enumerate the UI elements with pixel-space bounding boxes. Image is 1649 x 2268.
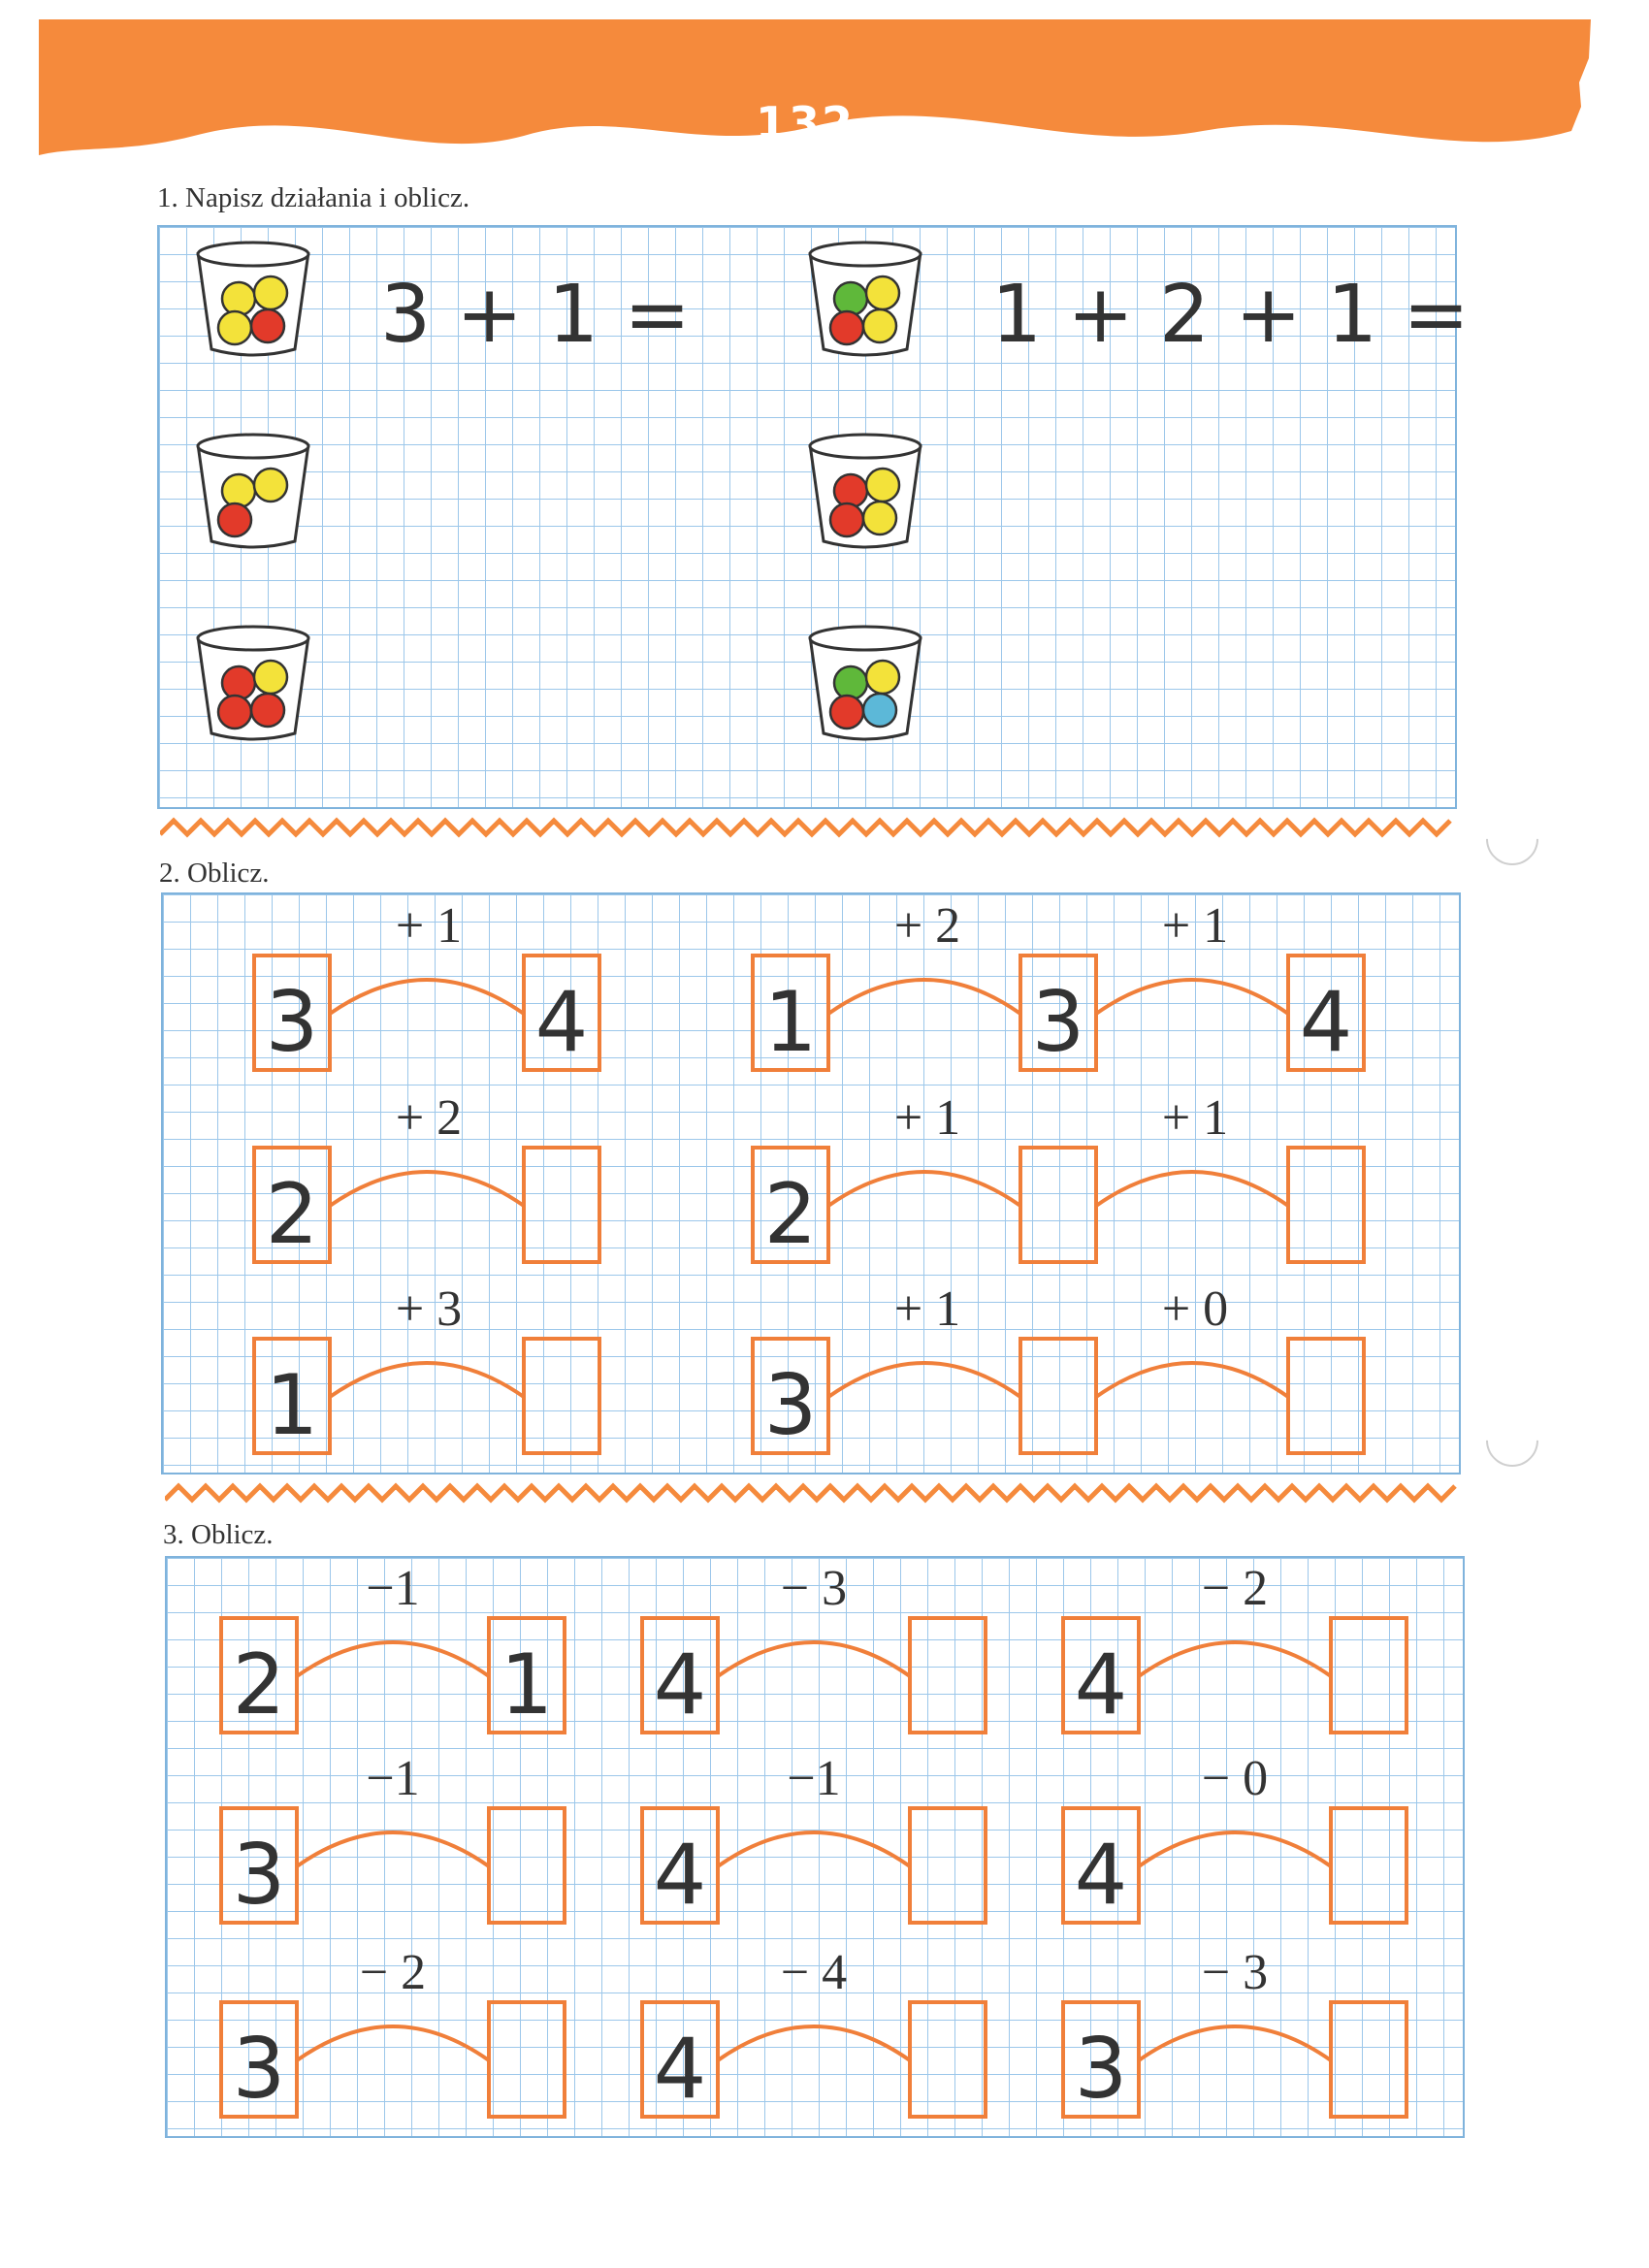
ex3-row1-col3-start-box-value: 4 (1074, 1636, 1128, 1733)
exercise-2-grid (161, 892, 1461, 1474)
ex3-row1-col2-op: − 3 (780, 1561, 848, 1616)
exercise-2-instruction: 2. Oblicz. (159, 858, 270, 889)
ex2-row1-chain-start-box-value: 1 (763, 974, 818, 1071)
ex2-row3-start-box-value: 1 (265, 1357, 319, 1454)
ex3-row1-col1-start-box-value: 2 (232, 1636, 286, 1733)
divider-zigzag-1 (160, 817, 1460, 840)
ex3-row2-col3-start-box-value: 4 (1074, 1827, 1128, 1924)
ex2-row2-chain-start-box-value: 2 (763, 1166, 818, 1263)
ex3-row3-col3-start-box-value: 3 (1074, 2021, 1128, 2118)
ex3-row1-col2-start-box-value: 4 (653, 1636, 707, 1733)
ex2-row2-start-box-value: 2 (265, 1166, 319, 1263)
ex2-row1-result-box-value: 4 (534, 974, 589, 1071)
ex2-row2-op-1: + 1 (893, 1090, 961, 1146)
ex2-row3-op-2: + 0 (1161, 1281, 1229, 1337)
page-number: 132 (755, 97, 856, 149)
binder-hole-bottom (1475, 1404, 1549, 1477)
ex3-row2-col3-op: − 0 (1201, 1751, 1269, 1806)
ex2-row1-chain-mid-box-value: 3 (1031, 974, 1085, 1071)
ex2-row2-op-2: + 1 (1161, 1090, 1229, 1146)
ex3-row3-col2-start-box-value: 4 (653, 2021, 707, 2118)
ex3-row3-col1-op: − 2 (359, 1945, 427, 2000)
equation-2: 1 + 2 + 1 = (991, 269, 1470, 361)
ex2-row1-chain-end-box-value: 4 (1299, 974, 1353, 1071)
ex2-row1-op-1: + 2 (893, 898, 961, 954)
exercise-3-grid (165, 1556, 1465, 2138)
exercise-3-instruction: 3. Oblicz. (163, 1519, 274, 1550)
ex3-row2-col2-op: −1 (787, 1751, 841, 1806)
ex3-row3-col2-op: − 4 (780, 1945, 848, 2000)
divider-zigzag-2 (165, 1482, 1465, 1506)
ex3-row3-col1-start-box-value: 3 (232, 2021, 286, 2118)
binder-hole-top (1475, 802, 1549, 876)
ex2-row1-op: + 1 (395, 898, 463, 954)
exercise-1-grid (157, 225, 1457, 809)
ex2-row1-start-box-value: 3 (265, 974, 319, 1071)
ex3-row2-col1-start-box-value: 3 (232, 1827, 286, 1924)
ex3-row1-col1-op: −1 (366, 1561, 420, 1616)
exercise-1-instruction: 1. Napisz działania i oblicz. (157, 182, 470, 213)
ex3-row1-col1-result-box-value: 1 (500, 1636, 554, 1733)
equation-1: 3 + 1 = (380, 269, 691, 361)
ex3-row1-col3-op: − 2 (1201, 1561, 1269, 1616)
ex2-row3-op: + 3 (395, 1281, 463, 1337)
ex3-row2-col1-op: −1 (366, 1751, 420, 1806)
ex3-row3-col3-op: − 3 (1201, 1945, 1269, 2000)
ex3-row2-col2-start-box-value: 4 (653, 1827, 707, 1924)
ex2-row1-op-2: + 1 (1161, 898, 1229, 954)
ex2-row2-op: + 2 (395, 1090, 463, 1146)
ex2-row3-op-1: + 1 (893, 1281, 961, 1337)
ex2-row3-chain-start-box-value: 3 (763, 1357, 818, 1454)
